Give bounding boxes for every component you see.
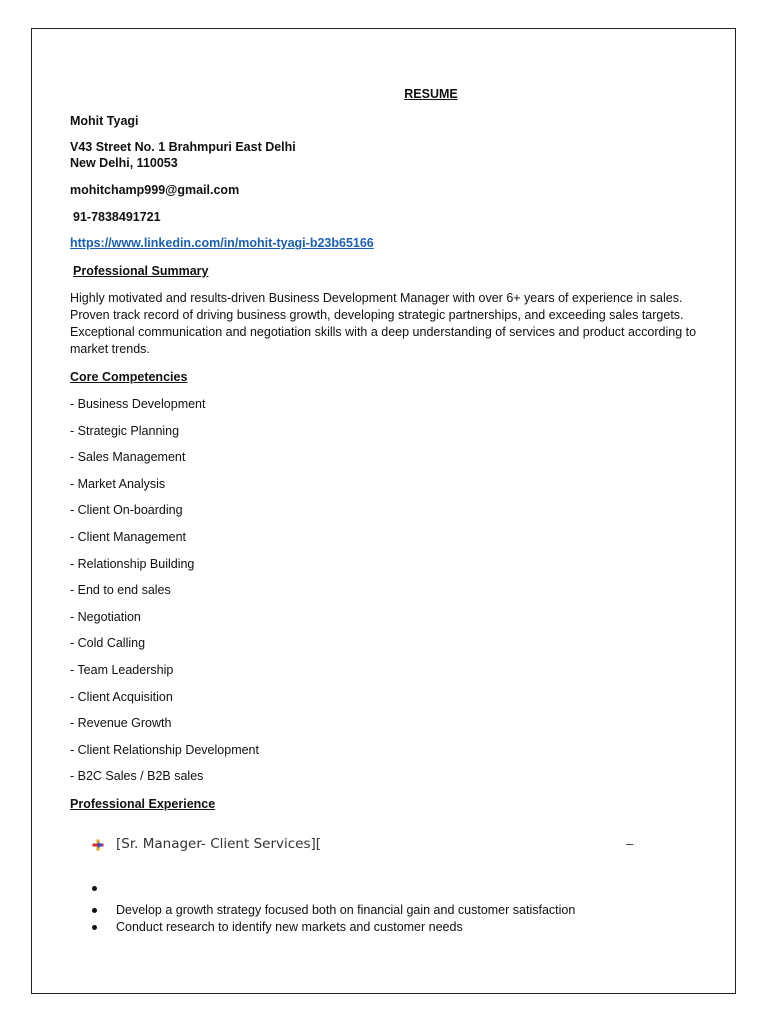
- summary-heading: Professional Summary: [73, 264, 209, 278]
- list-item: - Business Development: [70, 397, 206, 411]
- arrow-bullet-icon: [92, 839, 104, 851]
- list-item: - Client On-boarding: [70, 503, 183, 518]
- job-title: [Sr. Manager- Client Services][: [116, 836, 322, 852]
- address-line-1: V43 Street No. 1 Brahmpuri East Delhi: [70, 140, 296, 154]
- linkedin-link[interactable]: https://www.linkedin.com/in/mohit-tyagi-b23b65166: [70, 236, 374, 250]
- bullet-dot-icon: [92, 886, 97, 891]
- list-item: - End to end sales: [70, 583, 171, 598]
- list-item: - Client Acquisition: [70, 689, 173, 704]
- competencies-list: [70, 396, 259, 795]
- list-item: - B2C Sales / B2B sales: [70, 769, 204, 784]
- bullet-dot-icon: [92, 925, 97, 930]
- list-item: - Cold Calling: [70, 636, 146, 651]
- resume-title: RESUME: [404, 87, 458, 101]
- summary-text: Highly motivated and results-driven Business Development Manager with over 6+ years of experience in sales. Proven track record of driving business growth, developing strategic partnerships, and exceeding sales targets. Exceptional communication and negotiation skills with a deep understanding of services and product according to market trends.: [70, 291, 697, 356]
- list-item: - Negotiation: [70, 609, 141, 624]
- phone-text: 91-7838491721: [73, 210, 161, 224]
- experience-bullet: Conduct research to identify new markets and customer needs: [116, 920, 463, 934]
- bullet-dot-icon: [92, 908, 97, 913]
- job-dash: –: [626, 836, 634, 851]
- address-line-2: New Delhi, 110053: [70, 156, 178, 170]
- experience-heading: Professional Experience: [70, 797, 216, 811]
- list-item: - Team Leadership: [70, 662, 174, 677]
- candidate-name: Mohit Tyagi: [70, 114, 139, 128]
- experience-bullet: Develop a growth strategy focused both on financial gain and customer satisfaction: [116, 903, 576, 917]
- list-item: - Client Management: [70, 529, 187, 544]
- list-item: - Revenue Growth: [70, 716, 172, 731]
- list-item: - Strategic Planning: [70, 423, 180, 438]
- list-item: - Market Analysis: [70, 476, 166, 491]
- list-item: - Relationship Building: [70, 556, 195, 571]
- list-item: - Client Relationship Development: [70, 742, 259, 757]
- list-item: - Sales Management: [70, 450, 186, 465]
- competencies-heading: Core Competencies: [70, 370, 188, 384]
- email-text: mohitchamp999@gmail.com: [70, 183, 240, 197]
